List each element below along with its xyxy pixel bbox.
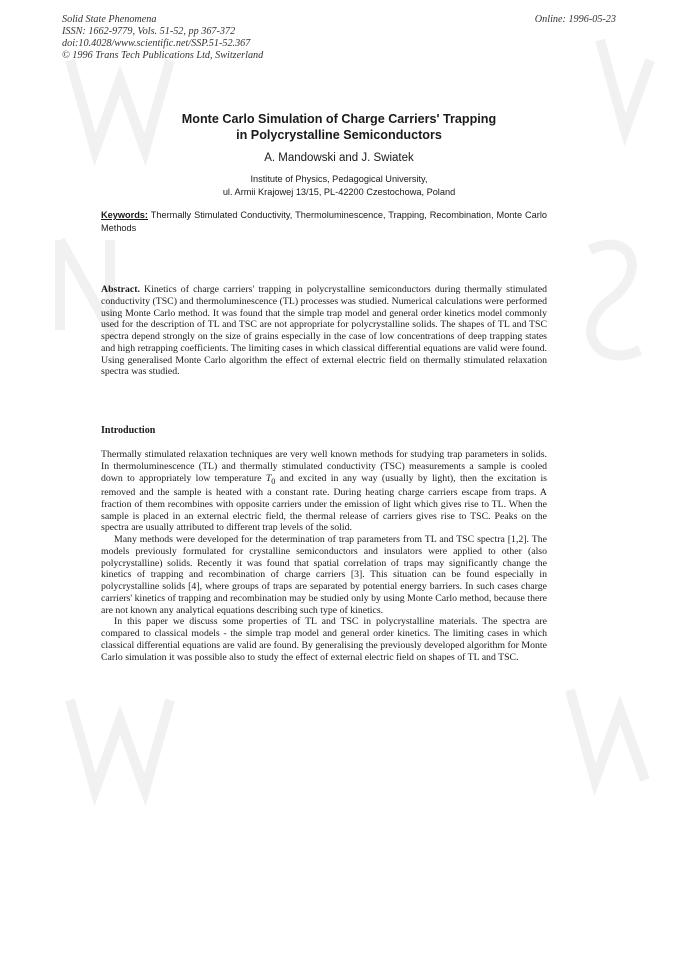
journal-name: Solid State Phenomena bbox=[62, 14, 157, 25]
page-header bbox=[62, 14, 616, 62]
affiliation-line-2: ul. Armii Krajowej 13/15, PL-42200 Czestochowa, Poland bbox=[222, 186, 456, 197]
paper-title bbox=[0, 111, 678, 143]
intro-paragraph-1: Thermally stimulated relaxation techniques are very well known methods for studying trap parameters in solids. In thermoluminescence (TL) and thermally stimulated conductivity (TSC) measurements a sample is cooled down to appropriately low temperature $T_0$ and excited in any way (usually by light), then the excitation is removed and the sample is heated with a constant rate. During heating charge carriers escape from traps. A fraction of them recombines with opposite carriers under the emission of light which gives rise to TL. When the sample is placed in an external electric field, the thermal release of carriers gives rise to TSC. Peaks on the spectra are usually attributed to different trap levels of the solid. bbox=[101, 449, 547, 534]
temperature-subscript: 0 bbox=[271, 476, 276, 486]
keywords-text: Thermally Stimulated Conductivity, Thermoluminescence, Trapping, Recombination, Monte Carlo Methods bbox=[101, 210, 547, 233]
online-date: Online: 1996-05-23 bbox=[534, 14, 616, 25]
issn-line: ISSN: 1662-9779, Vols. 51-52, pp 367-372 bbox=[62, 26, 236, 37]
abstract-label: Abstract. bbox=[101, 284, 140, 295]
title-line-1: Monte Carlo Simulation of Charge Carriers' Trapping bbox=[181, 112, 497, 126]
intro-paragraph-3: In this paper we discuss some properties of TL and TSC in polycrystalline materials. The spectra are compared to classical models - the simple trap model and general order kinetics. The limiting cases in which classical differential equations are valid are found. By generalising the previously developed algorithm for Monte Carlo simulation it was possible also to study the effect of external electric field on shapes of TL and TSC. bbox=[101, 616, 547, 663]
temperature-symbol: T bbox=[265, 472, 272, 484]
intro-paragraph-2: Many methods were developed for the determination of trap parameters from TL and TSC spectra [1,2]. The models previously formulated for crystalline semiconductors and insulators were applied to other (also polycrystalline) solids. Recently it was found that spatial correlation of traps may significantly change the kinetics of trapping and recombination of charge carriers [3]. This situation can be found especially in polycrystalline solids [4], where groups of traps are separated by potential energy barriers. In such cases charge carriers' kinetics of trapping and recombination may be studied only by using Monte Carlo method, because there are not known any analytical equations describing such type of kinetics. bbox=[101, 534, 547, 616]
authors: A. Mandowski and J. Swiatek bbox=[264, 152, 414, 164]
introduction-body bbox=[101, 449, 547, 663]
affiliation bbox=[0, 173, 678, 198]
introduction-heading: Introduction bbox=[101, 425, 156, 436]
keywords bbox=[101, 209, 547, 234]
keywords-label: Keywords: bbox=[101, 210, 148, 220]
title-line-2: in Polycrystalline Semiconductors bbox=[236, 128, 442, 142]
copyright-line: © 1996 Trans Tech Publications Ltd, Switzerland bbox=[62, 50, 264, 61]
citation-block bbox=[62, 14, 616, 62]
doi-link[interactable]: doi:10.4028/www.scientific.net/SSP.51-52.367 bbox=[62, 38, 251, 49]
affiliation-line-1: Institute of Physics, Pedagogical University, bbox=[250, 174, 428, 184]
abstract-text: Kinetics of charge carriers' trapping in polycrystalline semiconductors during thermally stimulated conductivity (TSC) and thermoluminescence (TL) processes was studied. Numerical calculations were performed using Monte Carlo method. It was found that the simple trap model and general order kinetics model commonly used for the description of TL and TSC are not appropriate for polycrystalline solids. The shapes of TL and TSC spectra depend strongly on the size of grains especially in the case of low concentrations of deep trapping states and high retrapping coefficients. The limiting cases in which classical differential equations are valid were found. Using generalised Monte Carlo algorithm the effect of external electric field on thermally stimulated relaxation spectra was studied. bbox=[101, 284, 547, 378]
abstract bbox=[101, 284, 547, 378]
